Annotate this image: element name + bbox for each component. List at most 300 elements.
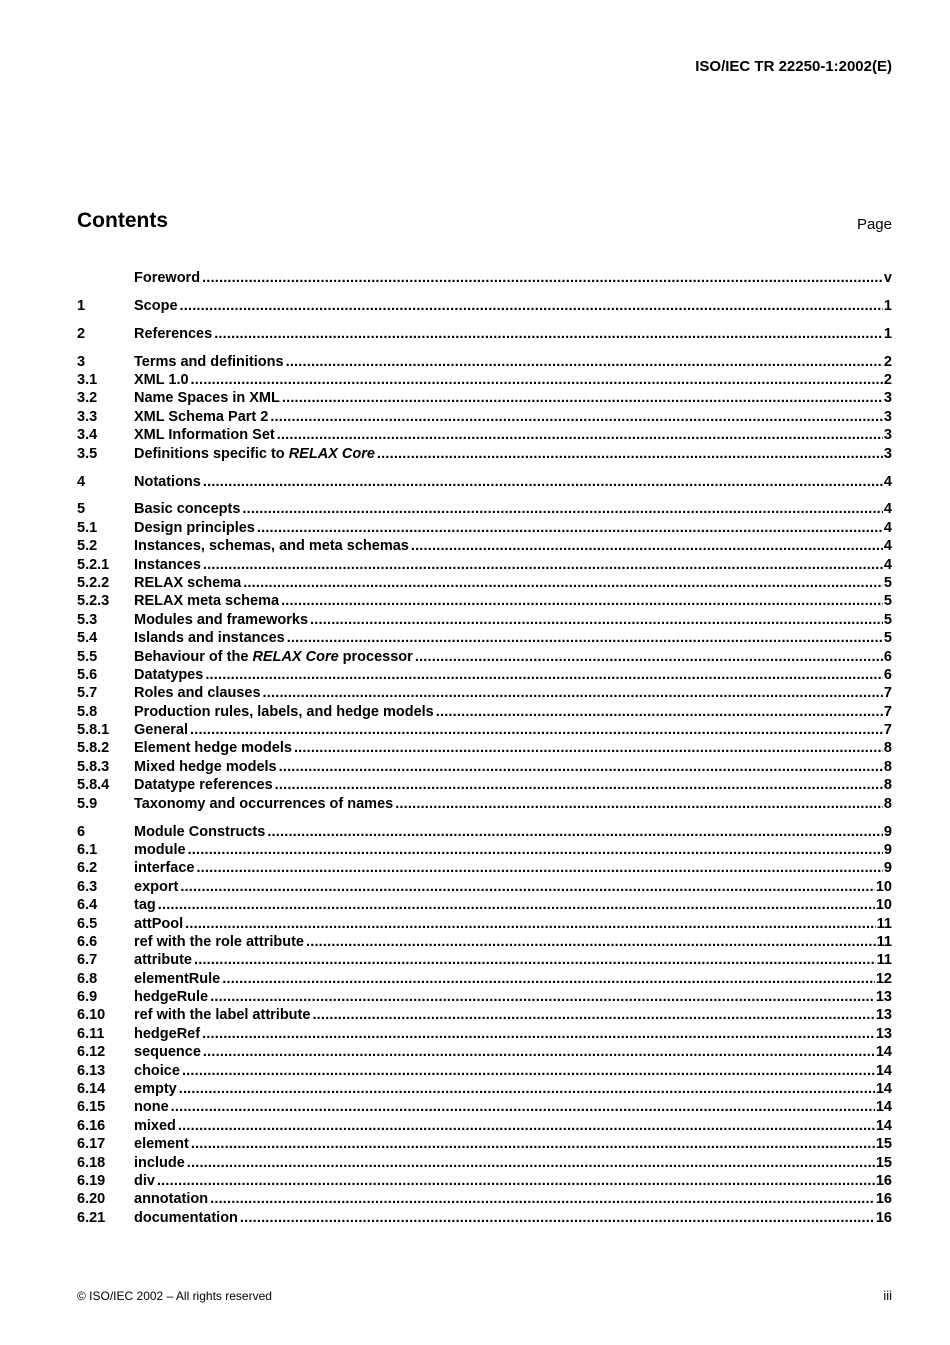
toc-entry-page: 3 <box>883 427 892 444</box>
toc-entry-page: 14 <box>875 1062 892 1079</box>
toc-entry[interactable] <box>77 473 892 491</box>
toc-entry-number: 6.3 <box>77 878 98 895</box>
toc-entry[interactable] <box>77 951 892 969</box>
toc-entry-title-text: Taxonomy and occurrences of names <box>134 795 394 812</box>
toc-entry-page: 15 <box>875 1136 892 1153</box>
toc-dot-leader <box>202 269 883 287</box>
toc-entry-title-text: none <box>134 1099 169 1116</box>
toc-entry-title <box>134 823 265 841</box>
toc-entry-title-text: Basic concepts <box>134 501 241 518</box>
toc-entry-number: 6.20 <box>77 1191 106 1208</box>
toc-dot-leader <box>196 859 882 877</box>
toc-entry-title-text: Name Spaces in XML <box>134 390 280 407</box>
toc-entry-title-text: Datatypes <box>134 666 204 683</box>
toc-entry-title <box>134 1135 189 1153</box>
toc-entry-title <box>134 371 189 389</box>
toc-entry-title-text: hedgeRule <box>134 989 209 1006</box>
toc-entry-number: 5.1 <box>77 519 98 536</box>
toc-entry[interactable] <box>77 426 892 444</box>
toc-dot-leader <box>210 988 875 1006</box>
toc-entry[interactable] <box>77 537 892 555</box>
toc-entry-page: 16 <box>875 1209 892 1226</box>
contents-heading: Contents <box>77 209 168 232</box>
toc-entry-title <box>134 1172 155 1190</box>
toc-entry-number: 3.3 <box>77 408 98 425</box>
toc-entry-page: 9 <box>883 860 892 877</box>
toc-entry-title-text: General <box>134 722 188 739</box>
toc-entry-title-text: interface <box>134 860 195 877</box>
toc-entry[interactable] <box>77 721 892 739</box>
toc-entry-title-text: XML 1.0 <box>134 372 189 389</box>
toc-entry-number: 6.10 <box>77 1007 106 1024</box>
toc-entry-title-text: include <box>134 1154 185 1171</box>
toc-dot-leader <box>411 537 883 555</box>
toc-entry-page: 10 <box>875 897 892 914</box>
toc-dot-leader <box>243 574 883 592</box>
toc-entry[interactable] <box>77 325 892 343</box>
toc-entry-title <box>134 1117 176 1135</box>
toc-dot-leader <box>415 648 883 666</box>
toc-entry-number: 5.8 <box>77 703 98 720</box>
toc-entry-number: 5.2.2 <box>77 574 110 591</box>
toc-entry-page: 16 <box>875 1191 892 1208</box>
toc-entry[interactable] <box>77 269 892 287</box>
toc-dot-leader <box>180 297 883 315</box>
toc-entry-title-text: export <box>134 878 179 895</box>
toc-entry-page: 14 <box>875 1044 892 1061</box>
toc-dot-leader <box>157 1172 875 1190</box>
toc-entry-title-text: XML Information Set <box>134 427 275 444</box>
toc-entry-number: 5.5 <box>77 648 98 665</box>
toc-dot-leader <box>191 1135 875 1153</box>
toc-entry-title-text: annotation <box>134 1191 209 1208</box>
toc-entry[interactable] <box>77 988 892 1006</box>
toc-entry[interactable] <box>77 445 892 463</box>
toc-entry-title <box>134 611 308 629</box>
toc-entry-title <box>134 500 240 518</box>
toc-entry-number: 6.14 <box>77 1081 106 1098</box>
toc-dot-leader <box>282 389 883 407</box>
toc-entry-number: 6.6 <box>77 933 98 950</box>
toc-entry-title-italic: RELAX Core <box>252 648 339 665</box>
toc-entry-number: 5.3 <box>77 611 98 628</box>
toc-entry[interactable] <box>77 1025 892 1043</box>
toc-entry-number: 6.19 <box>77 1172 106 1189</box>
toc-entry[interactable] <box>77 703 892 721</box>
toc-entry[interactable] <box>77 592 892 610</box>
toc-entry[interactable] <box>77 1006 892 1024</box>
toc-entry-page: 5 <box>883 574 892 591</box>
toc-entry-title <box>134 896 156 914</box>
toc-entry[interactable] <box>77 896 892 914</box>
toc-entry-title-text: RELAX schema <box>134 574 242 591</box>
toc-entry-page: 1 <box>883 297 892 314</box>
toc-dot-leader <box>158 896 875 914</box>
toc-entry[interactable] <box>77 611 892 629</box>
toc-entry-title <box>134 556 201 574</box>
toc-entry-page: 10 <box>875 878 892 895</box>
toc-dot-leader <box>240 1209 875 1227</box>
toc-entry-title <box>134 269 200 287</box>
toc-entry-title-text: tag <box>134 897 156 914</box>
toc-entry-title <box>134 721 188 739</box>
toc-dot-leader <box>185 915 876 933</box>
toc-entry[interactable] <box>77 823 892 841</box>
toc-entry-title <box>134 592 279 610</box>
toc-entry-page: v <box>883 270 892 286</box>
toc-entry-number: 6.4 <box>77 897 98 914</box>
toc-entry-title <box>134 445 375 463</box>
toc-entry-number: 5.8.2 <box>77 740 110 757</box>
toc-dot-leader <box>281 592 883 610</box>
toc-entry[interactable] <box>77 878 892 896</box>
toc-dot-leader <box>242 500 883 518</box>
toc-entry-number: 3 <box>77 353 86 370</box>
toc-dot-leader <box>275 776 883 794</box>
toc-entry-number: 5.2.3 <box>77 593 110 610</box>
toc-entry-page: 13 <box>875 989 892 1006</box>
toc-entry[interactable] <box>77 666 892 684</box>
toc-dot-leader <box>188 841 883 859</box>
toc-entry-title <box>134 970 220 988</box>
toc-entry-title <box>134 703 434 721</box>
toc-dot-leader <box>171 1098 875 1116</box>
toc-entry-title <box>134 988 208 1006</box>
toc-entry[interactable] <box>77 795 892 813</box>
toc-entry-page: 2 <box>883 372 892 389</box>
toc-entry-title <box>134 776 273 794</box>
toc-dot-leader <box>203 473 883 491</box>
toc-entry-title-text: Notations <box>134 473 201 490</box>
toc-entry-number: 3.1 <box>77 372 98 389</box>
toc-dot-leader <box>257 519 883 537</box>
toc-entry[interactable] <box>77 1135 892 1153</box>
toc-entry-number: 6.17 <box>77 1136 106 1153</box>
toc-entry-page: 4 <box>883 556 892 573</box>
toc-entry-page: 11 <box>876 952 892 969</box>
toc-entry-title <box>134 297 178 315</box>
toc-entry-title <box>134 878 178 896</box>
toc-dot-leader <box>310 611 883 629</box>
toc-entry-title-text: Behaviour of the <box>134 648 253 665</box>
toc-entry[interactable] <box>77 1062 892 1080</box>
toc-entry-page: 8 <box>883 795 892 812</box>
toc-entry-title <box>134 519 255 537</box>
toc-dot-leader <box>194 951 876 969</box>
toc-entry-title-text: elementRule <box>134 970 221 987</box>
toc-entry-title-text: Islands and instances <box>134 630 285 647</box>
page-number: iii <box>883 1288 892 1303</box>
toc-entry[interactable] <box>77 970 892 988</box>
toc-dot-leader <box>306 933 876 951</box>
toc-entry[interactable] <box>77 684 892 702</box>
toc-entry-title <box>134 1025 200 1043</box>
toc-entry-title-text: Roles and clauses <box>134 685 261 702</box>
toc-entry[interactable] <box>77 1117 892 1135</box>
toc-entry-title <box>134 684 261 702</box>
toc-entry-number: 4 <box>77 473 86 490</box>
toc-entry[interactable] <box>77 915 892 933</box>
toc-entry-page: 4 <box>883 501 892 518</box>
toc-entry-title-italic: RELAX Core <box>288 445 375 462</box>
toc-entry-page: 9 <box>883 823 892 840</box>
toc-entry-number: 6.11 <box>77 1025 105 1042</box>
toc-entry-page: 6 <box>883 666 892 683</box>
toc-entry-title <box>134 1080 177 1098</box>
toc-entry-title <box>134 795 393 813</box>
toc-dot-leader <box>267 823 883 841</box>
toc-entry-page: 13 <box>875 1025 892 1042</box>
toc-entry-page: 5 <box>883 630 892 647</box>
toc-entry-title-text: attribute <box>134 952 192 969</box>
toc-entry[interactable] <box>77 1190 892 1208</box>
toc-entry-number: 1 <box>77 297 86 314</box>
toc-entry[interactable] <box>77 574 892 592</box>
toc-dot-leader <box>377 445 883 463</box>
toc-entry[interactable] <box>77 1209 892 1227</box>
toc-entry-number: 5.2 <box>77 538 98 555</box>
toc-dot-leader <box>279 758 883 776</box>
toc-entry-number: 6.9 <box>77 989 98 1006</box>
toc-entry-number: 5.4 <box>77 630 98 647</box>
toc-entry-title-text: RELAX meta schema <box>134 593 280 610</box>
toc-entry[interactable] <box>77 371 892 389</box>
toc-entry-title <box>134 1006 310 1024</box>
table-of-contents <box>77 269 892 1227</box>
toc-entry-title-text: hedgeRef <box>134 1025 201 1042</box>
toc-entry[interactable] <box>77 859 892 877</box>
toc-entry-number: 5.8.4 <box>77 777 110 794</box>
toc-dot-leader <box>287 629 883 647</box>
toc-entry[interactable] <box>77 1154 892 1172</box>
toc-entry-title-text: Modules and frameworks <box>134 611 309 628</box>
toc-entry-page: 8 <box>883 777 892 794</box>
toc-entry-title-text: References <box>134 325 213 342</box>
toc-entry-title-text: Mixed hedge models <box>134 758 277 775</box>
toc-entry-title <box>134 325 212 343</box>
toc-entry-title-text: Module Constructs <box>134 823 266 840</box>
toc-entry-page: 8 <box>883 758 892 775</box>
toc-entry-page: 7 <box>883 722 892 739</box>
toc-entry-title-text: Terms and definitions <box>134 353 284 370</box>
toc-dot-leader <box>203 1043 875 1061</box>
toc-dot-leader <box>286 353 883 371</box>
toc-entry-title-text: ref with the role attribute <box>134 933 304 950</box>
toc-entry[interactable] <box>77 629 892 647</box>
toc-entry-page: 3 <box>883 408 892 425</box>
toc-entry-page: 11 <box>876 915 892 932</box>
toc-entry-title <box>134 537 409 555</box>
toc-dot-leader <box>179 1080 875 1098</box>
toc-dot-leader <box>214 325 883 343</box>
toc-entry[interactable] <box>77 841 892 859</box>
toc-entry-page: 15 <box>875 1154 892 1171</box>
toc-entry[interactable] <box>77 1172 892 1190</box>
toc-entry-number: 6.2 <box>77 860 98 877</box>
toc-dot-leader <box>187 1154 875 1172</box>
toc-entry[interactable] <box>77 556 892 574</box>
toc-entry-page: 13 <box>875 1007 892 1024</box>
toc-entry-title <box>134 353 284 371</box>
toc-entry[interactable] <box>77 519 892 537</box>
toc-entry-page: 4 <box>883 473 892 490</box>
toc-entry-number: 5.8.1 <box>77 722 110 739</box>
toc-entry[interactable] <box>77 500 892 518</box>
toc-entry-page: 7 <box>883 703 892 720</box>
toc-entry-title-text: attPool <box>134 915 184 932</box>
toc-entry-number: 6.16 <box>77 1117 106 1134</box>
toc-dot-leader <box>312 1006 874 1024</box>
toc-entry-title-text: empty <box>134 1081 177 1098</box>
toc-entry-title <box>134 648 413 666</box>
toc-entry-page: 3 <box>883 390 892 407</box>
toc-entry-title-text: sequence <box>134 1044 201 1061</box>
toc-dot-leader <box>191 371 883 389</box>
toc-entry-number: 6.1 <box>77 841 98 858</box>
toc-entry-number: 3.2 <box>77 390 98 407</box>
toc-entry-page: 4 <box>883 519 892 536</box>
toc-entry-title-text: Design principles <box>134 519 255 536</box>
toc-entry-number: 5.9 <box>77 795 98 812</box>
toc-entry-title <box>134 933 304 951</box>
toc-entry-number: 5.8.3 <box>77 758 110 775</box>
toc-entry-title-text: Definitions specific to <box>134 445 289 462</box>
toc-entry-number: 5.2.1 <box>77 556 110 573</box>
toc-entry-page: 5 <box>883 611 892 628</box>
toc-entry-number: 6.21 <box>77 1209 106 1226</box>
toc-dot-leader <box>222 970 875 988</box>
toc-entry[interactable] <box>77 1080 892 1098</box>
toc-entry-number: 5.7 <box>77 685 98 702</box>
toc-dot-leader <box>210 1190 875 1208</box>
toc-dot-leader <box>203 556 883 574</box>
toc-entry-title <box>134 758 277 776</box>
toc-entry-page: 11 <box>876 933 892 950</box>
toc-entry-page: 14 <box>875 1117 892 1134</box>
toc-entry[interactable] <box>77 648 892 666</box>
toc-entry-title <box>134 473 201 491</box>
toc-dot-leader <box>294 739 883 757</box>
toc-entry-title <box>134 859 194 877</box>
toc-dot-leader <box>190 721 883 739</box>
toc-dot-leader <box>395 795 883 813</box>
toc-entry-title <box>134 408 268 426</box>
toc-entry-title-text: Production rules, labels, and hedge models <box>134 703 434 720</box>
toc-entry[interactable] <box>77 933 892 951</box>
toc-entry-page: 6 <box>883 648 892 665</box>
toc-entry-number: 6.8 <box>77 970 98 987</box>
toc-entry-page: 14 <box>875 1081 892 1098</box>
toc-entry-title-text: div <box>134 1172 155 1189</box>
toc-entry-title <box>134 915 183 933</box>
toc-entry[interactable] <box>77 353 892 371</box>
toc-entry-number: 2 <box>77 325 86 342</box>
toc-dot-leader <box>270 408 883 426</box>
toc-entry[interactable] <box>77 776 892 794</box>
toc-entry-title <box>134 666 203 684</box>
toc-entry-number: 6.18 <box>77 1154 106 1171</box>
toc-entry-title-text: Scope <box>134 297 178 314</box>
toc-entry-title-text: Element hedge models <box>134 740 292 757</box>
toc-dot-leader <box>182 1062 875 1080</box>
toc-entry-title <box>134 1190 208 1208</box>
toc-entry-title <box>134 629 285 647</box>
toc-entry-number: 6 <box>77 823 86 840</box>
toc-entry-title <box>134 1154 185 1172</box>
toc-entry-page: 4 <box>883 538 892 555</box>
toc-entry-page: 3 <box>883 445 892 462</box>
toc-entry[interactable] <box>77 739 892 757</box>
toc-entry-number: 6.5 <box>77 915 98 932</box>
toc-entry-title <box>134 1209 238 1227</box>
toc-entry-title-suffix: processor <box>338 648 413 665</box>
toc-entry[interactable] <box>77 1098 892 1116</box>
page-column-label: Page <box>856 216 892 233</box>
toc-entry-title <box>134 841 186 859</box>
document-identifier: ISO/IEC TR 22250-1:2002(E) <box>695 58 892 75</box>
toc-entry-title <box>134 1043 201 1061</box>
toc-entry-number: 6.12 <box>77 1044 106 1061</box>
toc-entry-title-text: choice <box>134 1062 180 1079</box>
toc-entry-title <box>134 574 241 592</box>
toc-entry-number: 6.7 <box>77 952 98 969</box>
toc-entry-title <box>134 1062 180 1080</box>
toc-dot-leader <box>277 426 883 444</box>
toc-dot-leader <box>180 878 875 896</box>
toc-entry-number: 5 <box>77 501 86 518</box>
toc-entry-title <box>134 951 192 969</box>
toc-entry-number: 5.6 <box>77 666 98 683</box>
toc-dot-leader <box>202 1025 875 1043</box>
toc-entry-number: 6.15 <box>77 1099 106 1116</box>
toc-dot-leader <box>205 666 883 684</box>
toc-entry-title-text: Instances, schemas, and meta schemas <box>134 538 409 555</box>
toc-entry[interactable] <box>77 1043 892 1061</box>
toc-entry-page: 2 <box>883 353 892 370</box>
toc-entry-title <box>134 1098 169 1116</box>
toc-entry-title <box>134 426 275 444</box>
toc-entry-title-text: Datatype references <box>134 777 273 794</box>
toc-entry-title-text: element <box>134 1136 189 1153</box>
toc-entry-number: 3.5 <box>77 445 98 462</box>
toc-dot-leader <box>263 684 883 702</box>
toc-entry-page: 1 <box>883 325 892 342</box>
toc-entry-title-text: Instances <box>134 556 201 573</box>
toc-entry[interactable] <box>77 758 892 776</box>
toc-dot-leader <box>436 703 883 721</box>
toc-entry-page: 8 <box>883 740 892 757</box>
toc-entry[interactable] <box>77 408 892 426</box>
toc-entry-title-text: Foreword <box>134 270 201 286</box>
toc-entry-number: 3.4 <box>77 427 98 444</box>
toc-entry-page: 16 <box>875 1172 892 1189</box>
toc-entry[interactable] <box>77 389 892 407</box>
toc-entry-title-text: XML Schema Part 2 <box>134 408 269 425</box>
toc-entry-title-text: documentation <box>134 1209 238 1226</box>
toc-entry-page: 5 <box>883 593 892 610</box>
toc-entry-page: 7 <box>883 685 892 702</box>
toc-entry-page: 12 <box>875 970 892 987</box>
toc-entry-title-text: module <box>134 841 186 858</box>
toc-entry-title <box>134 739 292 757</box>
toc-entry-title-text: ref with the label attribute <box>134 1007 311 1024</box>
toc-entry[interactable] <box>77 297 892 315</box>
toc-entry-page: 14 <box>875 1099 892 1116</box>
toc-entry-title <box>134 389 280 407</box>
copyright-notice: © ISO/IEC 2002 – All rights reserved <box>77 1289 272 1303</box>
toc-dot-leader <box>178 1117 875 1135</box>
toc-entry-number: 6.13 <box>77 1062 106 1079</box>
